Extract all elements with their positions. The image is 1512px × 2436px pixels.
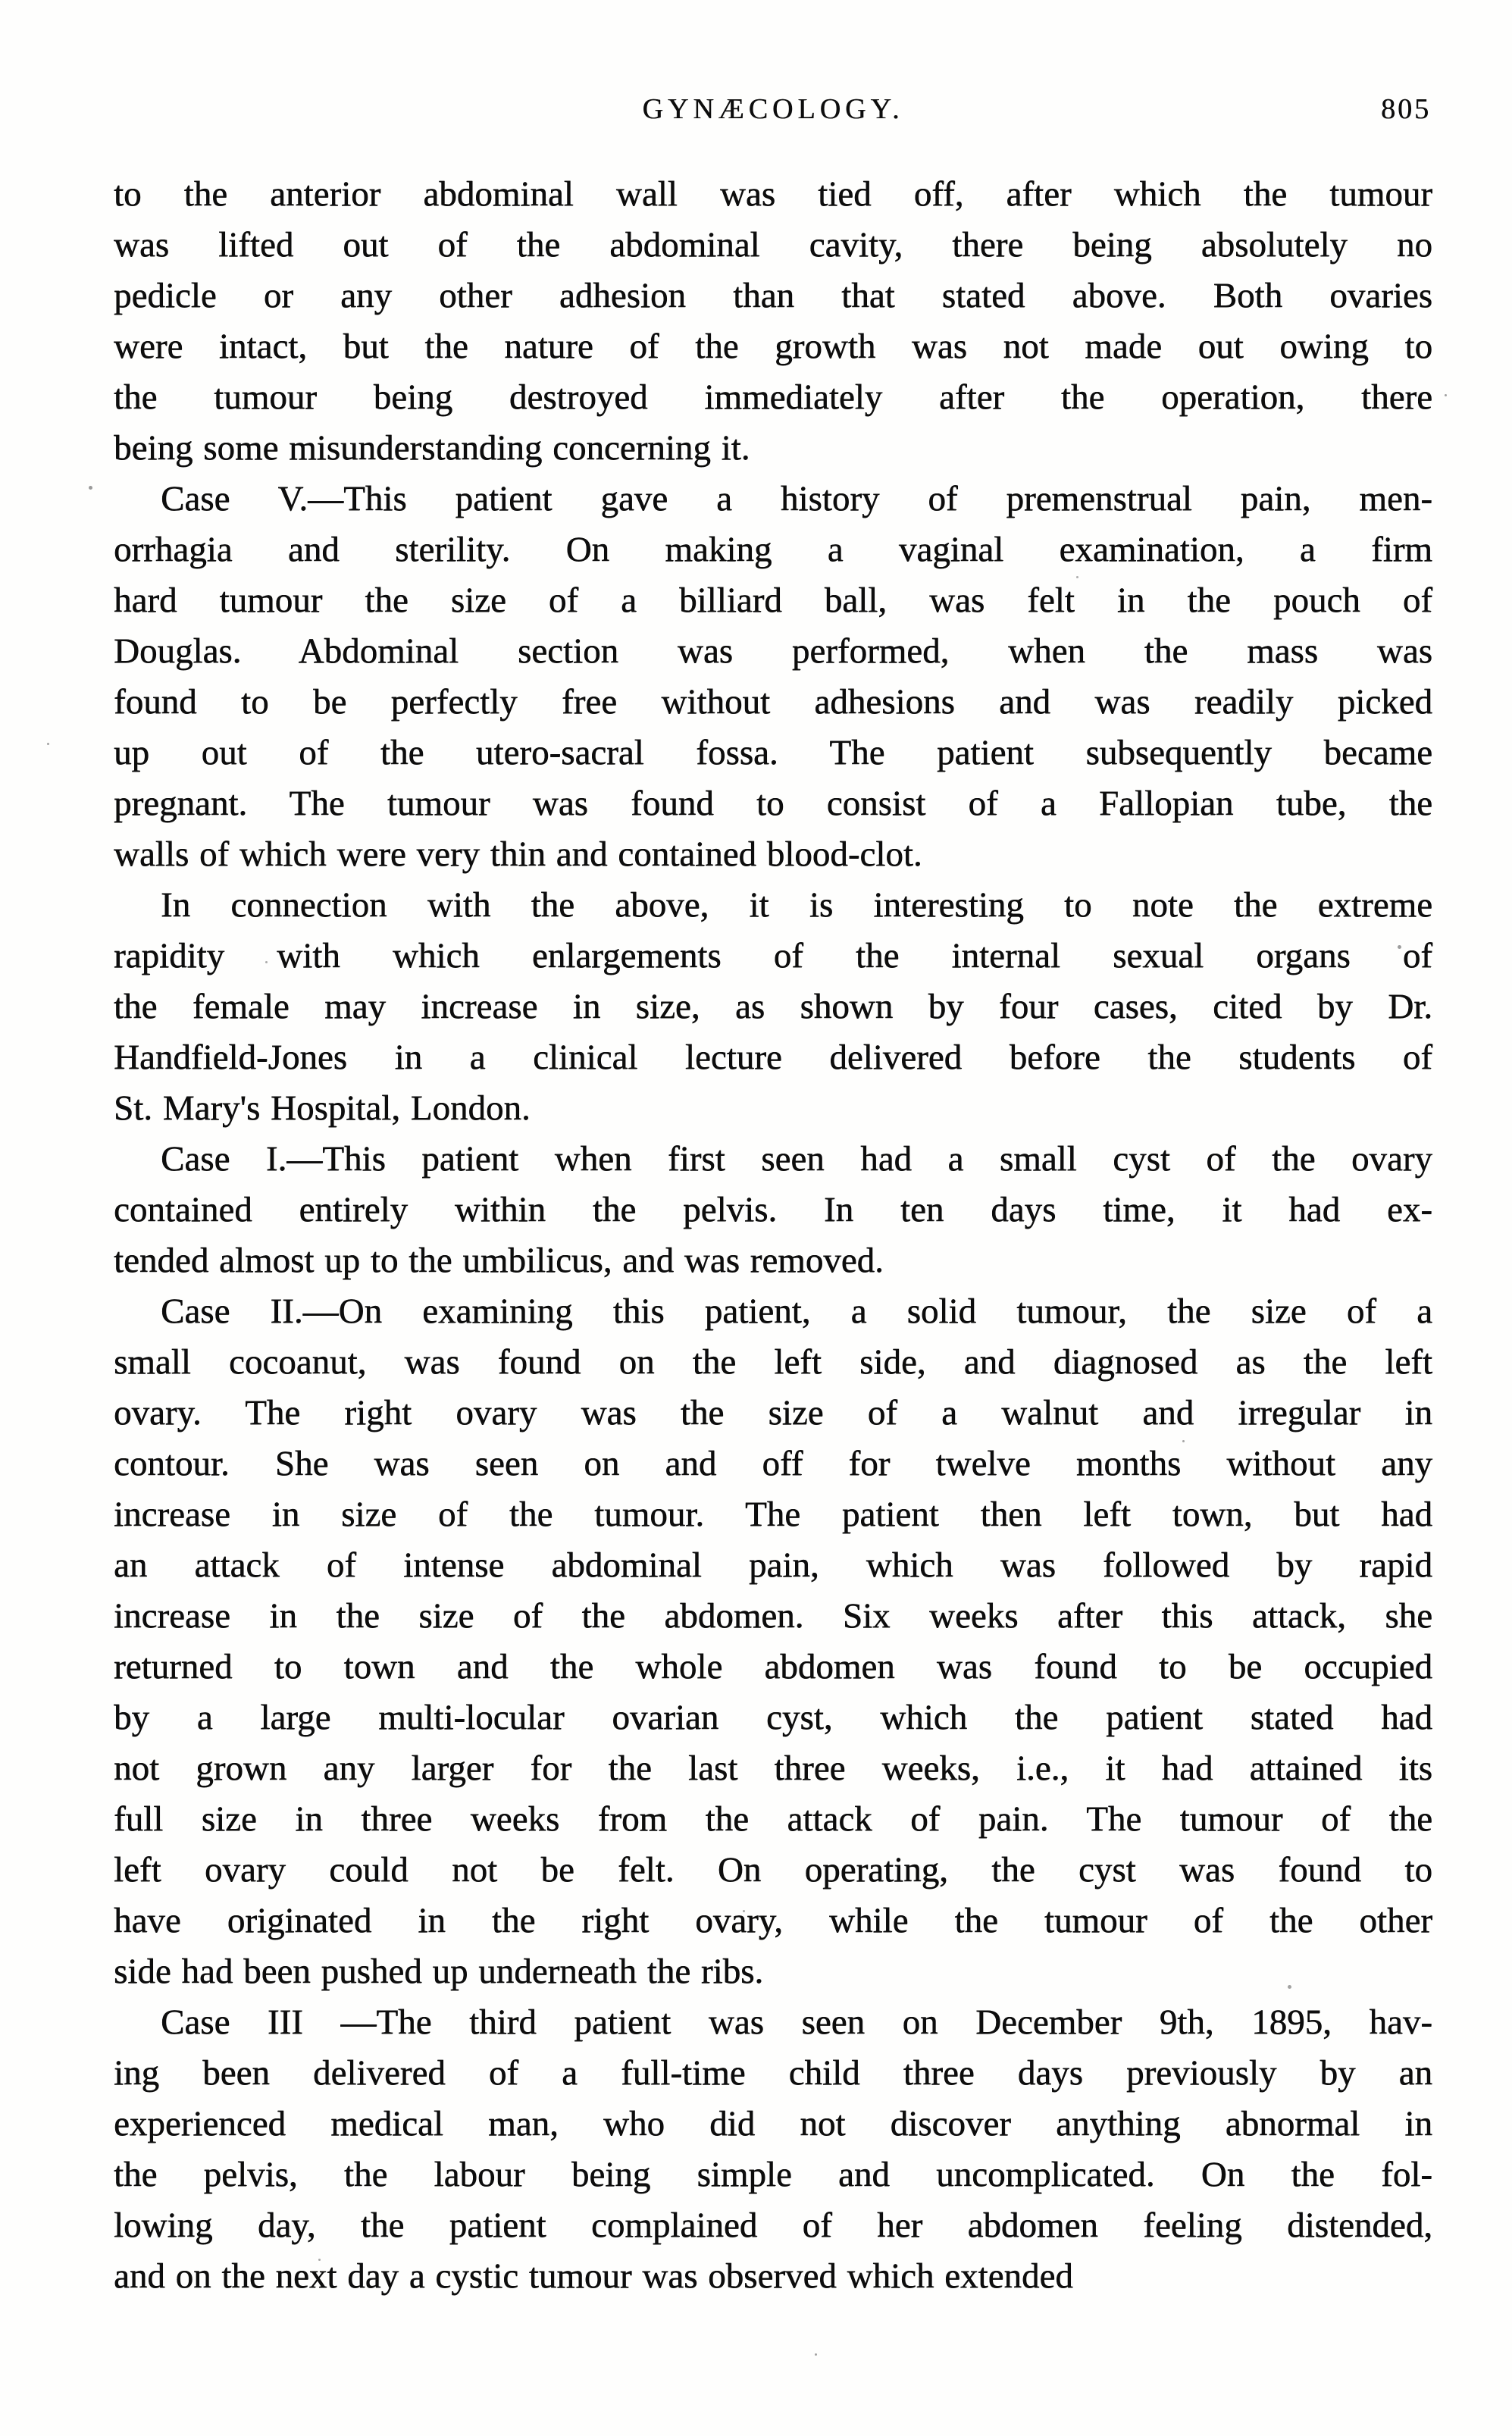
text-line: side had been pushed up underneath the ribs. [114,1952,764,1991]
text-line: and on the next day a cystic tumour was observed which extended [114,2256,1073,2296]
text-line: the pelvis, the labour being simple and uncomplicated. On the fol- [114,2155,1432,2194]
text-line: were intact, but the nature of the growth was not made out owing to [114,327,1432,366]
text-line: rapidity with which enlargements of the internal sexual organs of [114,936,1432,975]
scan-noise [0,0,2,2]
text-line: have originated in the right ovary, while the tumour of the other [114,1901,1432,1940]
text-line: to the anterior abdominal wall was tied off, after which the tumour [114,174,1432,214]
text-line: Case III —The third patient was seen on December 9th, 1895, hav- [161,2002,1432,2042]
text-line: was lifted out of the abdominal cavity, there being absolutely no [114,225,1432,265]
text-line: Case II.—On examining this patient, a solid tumour, the size of a [161,1292,1432,1331]
text-line: St. Mary's Hospital, London. [114,1088,531,1128]
running-title: GYNÆCOLOGY. [642,93,904,125]
text-line: up out of the utero-sacral fossa. The patient subsequently became [114,733,1432,772]
text-line: experienced medical man, who did not discover anything abnormal in [114,2104,1432,2143]
text-line: ing been delivered of a full-time child three days previously by an [114,2053,1432,2093]
text-line: ovary. The right ovary was the size of a walnut and irregular in [114,1393,1432,1432]
text-line: returned to town and the whole abdomen was found to be occupied [114,1647,1432,1686]
text-line: Case I.—This patient when first seen had a small cyst of the ovary [161,1139,1432,1179]
paragraph-case-ii [114,1286,1432,1997]
text-line: lowing day, the patient complained of her abdomen feeling distended, [114,2206,1432,2245]
text-line: by a large multi-locular ovarian cyst, which the patient stated had [114,1698,1432,1737]
paragraph-continuation [114,169,1432,474]
text-line: contained entirely within the pelvis. In ten days time, it had ex- [114,1190,1432,1229]
text-line: the female may increase in size, as shown by four cases, cited by Dr. [114,987,1432,1026]
text-line: the tumour being destroyed immediately after the operation, there [114,377,1432,417]
text-line: increase in size of the tumour. The patient then left town, but had [114,1495,1432,1534]
text-line: not grown any larger for the last three weeks, i.e., it had attained its [114,1749,1432,1788]
text-line: an attack of intense abdominal pain, which was followed by rapid [114,1545,1432,1585]
paragraph-case-v [114,474,1432,880]
body-text [114,169,1432,2302]
page-header [114,91,1432,129]
paragraph-case-iii [114,1997,1432,2302]
text-line: left ovary could not be felt. On operating, the cyst was found to [114,1850,1432,1890]
text-line: walls of which were very thin and contained blood-clot. [114,834,922,874]
text-line: Handfield-Jones in a clinical lecture delivered before the students of [114,1038,1432,1077]
page-number: 805 [1381,93,1431,125]
paragraph-connection [114,880,1432,1134]
text-line: pedicle or any other adhesion than that stated above. Both ovaries [114,276,1432,315]
text-line: contour. She was seen on and off for twelve months without any [114,1444,1432,1483]
text-line: orrhagia and sterility. On making a vaginal examination, a firm [114,530,1432,569]
text-line: increase in the size of the abdomen. Six weeks after this attack, she [114,1596,1432,1636]
text-line: small cocoanut, was found on the left side, and diagnosed as the left [114,1342,1432,1382]
text-line: hard tumour the size of a billiard ball, was felt in the pouch of [114,581,1432,620]
text-line: In connection with the above, it is interesting to note the extreme [161,885,1432,925]
text-line: found to be perfectly free without adhesions and was readily picked [114,682,1432,722]
paragraph-case-i [114,1134,1432,1286]
text-line: full size in three weeks from the attack of pain. The tumour of the [114,1799,1432,1839]
text-line: being some misunderstanding concerning it. [114,428,750,468]
text-line: Douglas. Abdominal section was performed, when the mass was [114,631,1432,671]
text-line: Case V.—This patient gave a history of premenstrual pain, men- [161,479,1432,518]
text-line: pregnant. The tumour was found to consist of a Fallopian tube, the [114,784,1432,823]
text-line: tended almost up to the umbilicus, and was removed. [114,1241,884,1280]
